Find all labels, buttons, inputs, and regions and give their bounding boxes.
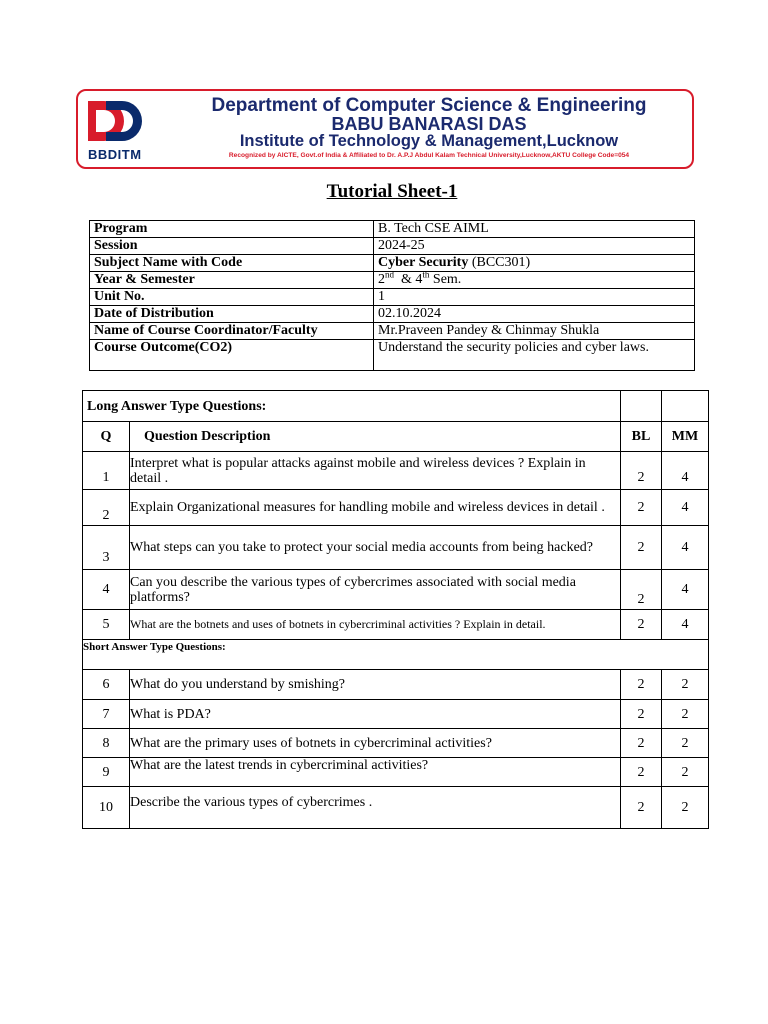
info-row [90,221,695,238]
question-row [83,670,709,700]
question-bl: 2 [621,570,662,610]
question-text: What are the latest trends in cybercriminal activities? [130,758,621,787]
short-heading-row [83,640,709,670]
question-row [83,729,709,758]
info-value: 2024-25 [374,238,695,255]
accreditation-line: Recognized by AICTE, Govt.of India & Affiliated to Dr. A.P.J Abdul Kalam Technical University,Lucknow,AKTU College Code=054 [228,152,630,159]
info-key: Program [90,221,374,238]
logo-text: BBDITM [88,147,142,162]
question-bl: 2 [621,490,662,526]
question-number: 8 [83,729,130,758]
question-number: 9 [83,758,130,787]
course-info-table [89,220,695,371]
column-header-row [83,422,709,452]
question-mm: 2 [662,700,709,729]
question-row [83,452,709,490]
question-number: 1 [83,452,130,490]
question-number: 6 [83,670,130,700]
question-text: What do you understand by smishing? [130,670,621,700]
question-mm: 4 [662,526,709,570]
info-key: Name of Course Coordinator/Faculty [90,323,374,340]
info-key: Unit No. [90,289,374,306]
info-value: Cyber Security (BCC301) [374,255,695,272]
department-name: Department of Computer Science & Engineering [211,95,647,116]
info-value: 2nd & 4th Sem. [374,272,695,289]
info-value: B. Tech CSE AIML [374,221,695,238]
question-bl: 2 [621,452,662,490]
info-value: 1 [374,289,695,306]
info-key: Date of Distribution [90,306,374,323]
col-bl: BL [621,422,662,452]
question-number: 5 [83,610,130,640]
info-row [90,323,695,340]
long-answer-heading: Long Answer Type Questions: [83,391,621,422]
col-q: Q [83,422,130,452]
question-mm: 4 [662,490,709,526]
question-text: What are the primary uses of botnets in cybercriminal activities? [130,729,621,758]
question-row [83,490,709,526]
letterhead [76,89,694,169]
question-bl: 2 [621,787,662,829]
info-row [90,340,695,371]
question-text: What steps can you take to protect your social media accounts from being hacked? [130,526,621,570]
long-heading-row [83,391,709,422]
info-row [90,289,695,306]
info-value: 02.10.2024 [374,306,695,323]
question-text: Can you describe the various types of cybercrimes associated with social media platforms? [130,570,621,610]
info-key: Session [90,238,374,255]
question-row [83,758,709,787]
question-row [83,526,709,570]
short-answer-heading: Short Answer Type Questions: [83,640,709,670]
col-description: Question Description [130,422,621,452]
question-number: 2 [83,490,130,526]
question-mm: 2 [662,787,709,829]
question-row [83,610,709,640]
info-row [90,272,695,289]
col-mm: MM [662,422,709,452]
question-bl: 2 [621,729,662,758]
question-bl: 2 [621,610,662,640]
institute-subtitle: Institute of Technology & Management,Lucknow [239,132,619,150]
info-value: Mr.Praveen Pandey & Chinmay Shukla [374,323,695,340]
question-row [83,570,709,610]
info-key: Year & Semester [90,272,374,289]
info-key: Course Outcome(CO2) [90,340,374,371]
question-mm: 4 [662,610,709,640]
question-row [83,787,709,829]
question-number: 10 [83,787,130,829]
question-text: What are the botnets and uses of botnets in cybercriminal activities ? Explain in detail. [130,610,621,640]
question-mm: 4 [662,452,709,490]
info-row [90,238,695,255]
question-bl: 2 [621,526,662,570]
question-text: Explain Organizational measures for handling mobile and wireless devices in detail . [130,490,621,526]
question-mm: 4 [662,570,709,610]
question-bl: 2 [621,700,662,729]
question-text: Describe the various types of cybercrimes . [130,787,621,829]
questions-table [82,390,709,829]
question-bl: 2 [621,670,662,700]
question-number: 7 [83,700,130,729]
bbditm-logo [84,95,164,165]
question-text: What is PDA? [130,700,621,729]
question-number: 4 [83,570,130,610]
question-number: 3 [83,526,130,570]
sheet-title: Tutorial Sheet-1 [326,181,458,202]
question-text: Interpret what is popular attacks against mobile and wireless devices ? Explain in detail . [130,452,621,490]
info-row [90,306,695,323]
question-row [83,700,709,729]
institute-name: BABU BANARASI DAS [331,114,527,134]
info-key: Subject Name with Code [90,255,374,272]
question-mm: 2 [662,670,709,700]
question-mm: 2 [662,729,709,758]
question-mm: 2 [662,758,709,787]
info-value: Understand the security policies and cyber laws. [374,340,695,371]
question-bl: 2 [621,758,662,787]
